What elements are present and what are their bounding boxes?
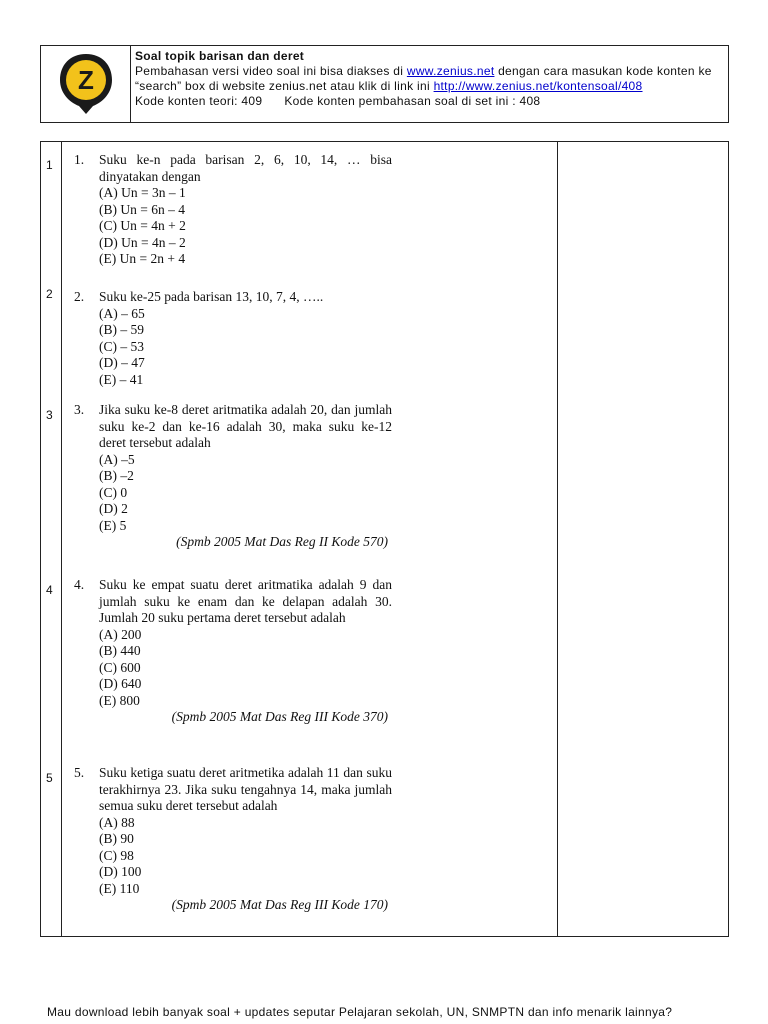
row-number: 4 — [46, 583, 53, 597]
zenius-link[interactable]: www.zenius.net — [406, 64, 495, 78]
question-source: (Spmb 2005 Mat Das Reg II Kode 570) — [176, 534, 388, 549]
header-line-2-prefix: “search” box di website zenius.net atau klik di link ini — [135, 79, 434, 93]
answer-option: (D) – 47 — [99, 355, 145, 370]
row-number: 1 — [46, 158, 53, 172]
question-source: (Spmb 2005 Mat Das Reg III Kode 170) — [171, 897, 388, 912]
question-text: Jika suku ke-8 deret aritmatika adalah 20, dan jumlah suku ke-2 dan ke-16 adalah 30, maka suku ke-12 deret tersebut adalah — [99, 402, 392, 450]
question-text: Suku ke-n pada barisan 2, 6, 10, 14, … bisa dinyatakan dengan — [99, 152, 392, 184]
question-number: 3. — [74, 402, 85, 417]
question-block — [74, 577, 392, 726]
answer-option: (A) 88 — [99, 814, 135, 830]
header-line-3 — [135, 94, 724, 109]
header-line-1 — [135, 64, 724, 79]
column-divider-2 — [557, 142, 558, 936]
answer-option: (B) Un = 6n – 4 — [99, 201, 185, 217]
question-text: Suku ke-25 pada barisan 13, 10, 7, 4, ….. — [99, 289, 324, 304]
answer-option: (B) – 59 — [99, 322, 144, 337]
answer-option: (A) – 65 — [99, 305, 145, 321]
answer-option: (C) – 53 — [99, 338, 144, 354]
question-source: (Spmb 2005 Mat Das Reg III Kode 370) — [171, 709, 388, 724]
answer-option: (D) 2 — [99, 501, 128, 516]
zenius-logo-icon — [57, 52, 115, 116]
answer-option: (C) Un = 4n + 2 — [99, 218, 186, 233]
answer-option: (E) 110 — [99, 880, 140, 896]
question-number: 2. — [74, 289, 85, 304]
question-number: 5. — [74, 765, 85, 780]
answer-option: (A) 200 — [99, 626, 142, 642]
answer-option: (D) Un = 4n – 2 — [99, 234, 186, 250]
kode-pembahasan: Kode konten pembahasan soal di set ini : 408 — [284, 94, 541, 108]
header-text — [135, 49, 724, 109]
header-box — [40, 45, 729, 123]
answer-option: (E) Un = 2n + 4 — [99, 251, 186, 266]
question-number: 4. — [74, 577, 85, 592]
answer-option: (A) Un = 3n – 1 — [99, 185, 186, 200]
header-line-1-prefix: Pembahasan versi video soal ini bisa diakses di — [135, 64, 407, 78]
question-text: Suku ke empat suatu deret aritmatika adalah 9 dan jumlah suku ke enam dan ke delapan adalah 30. Jumlah 20 suku pertama deret tersebut adalah — [99, 577, 392, 625]
kode-teori: Kode konten teori: 409 — [135, 94, 263, 108]
answer-option: (E) – 41 — [99, 371, 144, 387]
answer-option: (E) 5 — [99, 517, 127, 533]
logo-cell — [41, 46, 131, 122]
question-block — [74, 152, 392, 268]
header-line-1-suffix: dengan cara masukan kode konten ke — [494, 64, 712, 78]
answer-option: (B) 440 — [99, 643, 141, 658]
answer-option: (C) 0 — [99, 484, 128, 500]
row-number: 3 — [46, 408, 53, 422]
column-divider-1 — [61, 142, 62, 936]
answer-option: (C) 98 — [99, 847, 134, 863]
footer-text: Mau download lebih banyak soal + updates seputar Pelajaran sekolah, UN, SNMPTN dan info menarik lainnya? — [47, 1005, 673, 1019]
question-number: 1. — [74, 152, 85, 167]
question-block — [74, 765, 392, 914]
answer-option: (A) –5 — [99, 451, 135, 467]
question-block — [74, 289, 392, 388]
logo-letter: Z — [78, 65, 94, 95]
page-title: Soal topik barisan dan deret — [135, 49, 305, 63]
kontensoal-link[interactable]: http://www.zenius.net/kontensoal/408 — [433, 79, 643, 93]
row-number: 2 — [46, 287, 53, 301]
answer-option: (D) 100 — [99, 864, 142, 879]
answer-option: (B) –2 — [99, 468, 134, 483]
answer-option: (D) 640 — [99, 676, 142, 691]
answer-option: (E) 800 — [99, 692, 140, 708]
header-line-2 — [135, 79, 724, 94]
row-number: 5 — [46, 771, 53, 785]
answer-option: (B) 90 — [99, 831, 134, 846]
question-text: Suku ketiga suatu deret aritmetika adalah 11 dan suku terakhirnya 23. Jika suku tengahnya 14, maka jumlah semua suku deret tersebut adalah — [99, 765, 392, 813]
answer-option: (C) 600 — [99, 659, 141, 675]
question-block — [74, 402, 392, 551]
